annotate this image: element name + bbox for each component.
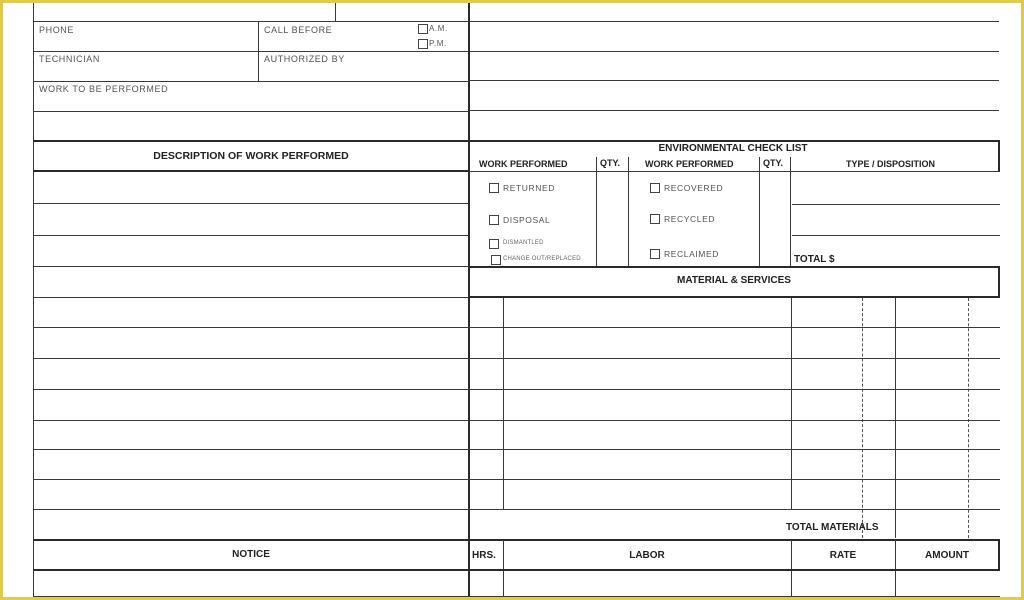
change-out-label: CHANGE OUT/REPLACED — [503, 256, 581, 262]
dismantled-label: DISMANTLED — [503, 240, 544, 246]
description-header-bottom — [33, 170, 469, 172]
env-col-divider — [790, 157, 791, 267]
labor-right-border — [998, 539, 1000, 571]
returned-checkbox[interactable] — [489, 183, 499, 193]
materials-row — [469, 509, 1000, 510]
desc-row — [33, 389, 469, 390]
materials-row — [469, 449, 1000, 450]
reclaimed-checkbox[interactable] — [650, 249, 660, 259]
work-row-line — [33, 111, 469, 112]
center-divider — [468, 3, 470, 597]
right-rule-3 — [469, 80, 999, 81]
left-border — [33, 3, 34, 597]
am-checkbox[interactable] — [418, 24, 428, 34]
description-header: DESCRIPTION OF WORK PERFORMED — [153, 150, 349, 162]
reclaimed-label: RECLAIMED — [664, 249, 719, 259]
env-total-label: TOTAL $ — [794, 254, 835, 265]
env-col-divider — [596, 157, 597, 267]
technician-label: TECHNICIAN — [39, 54, 101, 64]
env-col-work-performed-1: WORK PERFORMED — [479, 159, 568, 169]
labor-rate-label: RATE — [829, 550, 857, 561]
desc-row — [33, 327, 469, 328]
desc-row — [33, 449, 469, 450]
labor-hrs-label: HRS. — [472, 550, 496, 561]
disposal-checkbox[interactable] — [489, 215, 499, 225]
materials-header-bottom — [469, 296, 1000, 298]
env-title: ENVIRONMENTAL CHECK LIST — [658, 143, 808, 154]
desc-row — [33, 479, 469, 480]
pm-label: P.M. — [429, 39, 447, 48]
recovered-label: RECOVERED — [664, 183, 724, 193]
desc-row — [33, 203, 469, 204]
description-header-top — [33, 140, 1000, 142]
right-rule-2 — [469, 51, 999, 52]
returned-label: RETURNED — [503, 183, 556, 193]
recycled-label: RECYCLED — [664, 214, 716, 224]
call-before-label: CALL BEFORE — [264, 25, 333, 35]
env-right-border — [998, 140, 1000, 172]
materials-header: MATERIAL & SERVICES — [677, 275, 791, 286]
labor-amount-label: AMOUNT — [925, 550, 969, 561]
phone-row-bottom — [33, 51, 469, 52]
notice-header-top — [33, 539, 1000, 541]
authorized-by-label: AUTHORIZED BY — [264, 54, 345, 64]
notice-header: NOTICE — [232, 549, 270, 560]
desc-row — [33, 358, 469, 359]
recycled-checkbox[interactable] — [650, 214, 660, 224]
env-col-qty-2: QTY. — [763, 158, 784, 168]
desc-row — [33, 235, 469, 236]
right-rule-1 — [469, 21, 999, 22]
bottom-row — [33, 596, 1000, 597]
materials-row — [469, 389, 1000, 390]
materials-row — [469, 327, 1000, 328]
desc-row — [33, 266, 469, 267]
desc-row — [33, 420, 469, 421]
pm-checkbox[interactable] — [418, 39, 428, 49]
disposal-label: DISPOSAL — [503, 215, 551, 225]
technician-row-bottom — [33, 81, 469, 82]
total-materials-label: TOTAL MATERIALS — [786, 522, 879, 533]
materials-row — [469, 358, 1000, 359]
materials-row — [469, 479, 1000, 480]
dismantled-checkbox[interactable] — [489, 239, 499, 249]
recovered-checkbox[interactable] — [650, 183, 660, 193]
env-col-divider — [759, 157, 760, 267]
labor-label: LABOR — [629, 550, 665, 561]
desc-row — [33, 509, 469, 510]
work-to-be-performed-label: WORK TO BE PERFORMED — [39, 84, 169, 94]
env-type-row — [792, 235, 1000, 236]
materials-header-top — [469, 266, 1000, 268]
materials-col-divider — [895, 298, 896, 538]
env-col-qty-1: QTY. — [600, 158, 621, 168]
am-label: A.M. — [429, 24, 448, 33]
top-row-divider — [335, 3, 336, 21]
notice-header-bottom — [33, 569, 1000, 571]
materials-row — [469, 420, 1000, 421]
env-col-type: TYPE / DISPOSITION — [846, 159, 936, 169]
change-out-checkbox[interactable] — [491, 255, 501, 265]
env-type-row — [792, 204, 1000, 205]
env-header-bottom — [469, 171, 1000, 172]
materials-dash-divider — [968, 298, 969, 538]
env-col-divider — [628, 157, 629, 267]
desc-row — [33, 297, 469, 298]
top-row-line — [33, 21, 469, 22]
materials-dash-divider — [862, 298, 863, 538]
phone-label: PHONE — [39, 25, 75, 35]
env-col-work-performed-2: WORK PERFORMED — [645, 159, 734, 169]
right-rule-4 — [469, 110, 999, 111]
